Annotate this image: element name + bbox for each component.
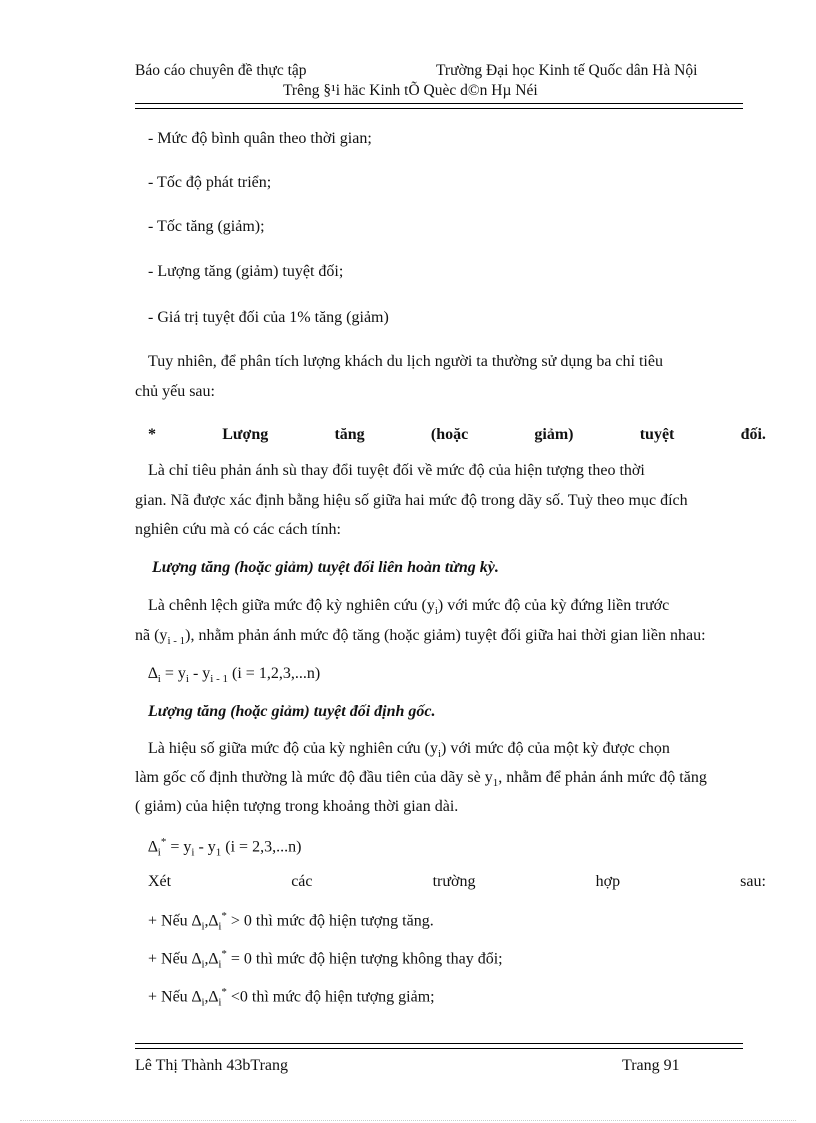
text-run: - y bbox=[194, 838, 216, 856]
superscript: * bbox=[221, 910, 227, 922]
heading-word: đối. bbox=[740, 426, 766, 443]
header-left: Báo cáo chuyên đề thực tập bbox=[135, 62, 307, 79]
subscript: i bbox=[201, 996, 205, 1009]
para2-line1: Là chỉ tiêu phản ánh sù thay đổi tuyệt đối về mức độ của hiện tượng theo thời bbox=[148, 462, 645, 479]
case-decrease bbox=[148, 986, 435, 1009]
para4-line3: ( giảm) của hiện tượng trong khoảng thời gian dài. bbox=[135, 798, 459, 815]
formula-chain bbox=[148, 665, 320, 685]
para4-line1 bbox=[148, 740, 670, 760]
superscript: * bbox=[160, 836, 167, 848]
subscript: i bbox=[201, 920, 205, 933]
case-increase bbox=[148, 910, 434, 933]
superscript: * bbox=[221, 948, 227, 960]
subscript: i bbox=[157, 846, 161, 859]
heading-word: tuyệt bbox=[639, 426, 675, 443]
subscript: i bbox=[185, 673, 189, 686]
text-run: - y bbox=[188, 665, 211, 682]
intro-word: hợp bbox=[595, 873, 621, 890]
text-run: ), nhằm phản ánh mức độ tăng (hoặc giảm) tuyệt đối giữa hai thời gian liền nhau: bbox=[185, 627, 706, 644]
text-run: ,∆ bbox=[204, 912, 219, 930]
para2-line3: nghiên cứu mà có các cách tính: bbox=[135, 521, 341, 538]
text-run: ,∆ bbox=[204, 950, 219, 968]
subscript: i bbox=[191, 846, 195, 859]
intro-word: Xét bbox=[148, 873, 172, 890]
subscript: i bbox=[434, 605, 438, 618]
superscript: * bbox=[221, 986, 227, 998]
text-run: <0 thì mức độ hiện tượng giảm; bbox=[226, 988, 435, 1006]
subscript: i bbox=[437, 748, 441, 761]
bullet-4: - Lượng tăng (giảm) tuyệt đối; bbox=[148, 263, 344, 280]
subscript: 1 bbox=[492, 777, 499, 790]
header-right: Trường Đại học Kinh tế Quốc dân Hà Nội bbox=[436, 62, 698, 79]
text-run: > 0 thì mức độ hiện tượng tăng. bbox=[226, 912, 434, 930]
subscript: 1 bbox=[215, 846, 222, 859]
para3-line2 bbox=[135, 627, 706, 647]
text-run: làm gốc cố định thường là mức độ đầu tiên của dãy sè y bbox=[135, 769, 493, 786]
para1-line1: Tuy nhiên, để phân tích lượng khách du lịch người ta thường sử dụng ba chỉ tiêu bbox=[148, 353, 663, 370]
page-bottom-dotted-edge bbox=[20, 1120, 796, 1121]
text-run: ,∆ bbox=[204, 988, 219, 1006]
heading-absolute-change bbox=[148, 426, 766, 444]
subheading-chain: Lượng tăng (hoặc giảm) tuyệt đối liên hoàn từng kỳ. bbox=[152, 559, 499, 576]
heading-word: * bbox=[148, 426, 156, 443]
text-run: + Nếu ∆ bbox=[148, 950, 202, 968]
footer-author: Lê Thị Thành 43bTrang bbox=[135, 1057, 289, 1074]
heading-word: tăng bbox=[334, 426, 365, 443]
para4-line2 bbox=[135, 769, 707, 789]
subheading-fixed-base: Lượng tăng (hoặc giảm) tuyệt đối định gốc. bbox=[148, 703, 436, 720]
bullet-3: - Tốc tăng (giảm); bbox=[148, 218, 265, 235]
case-unchanged bbox=[148, 948, 503, 971]
text-run: ) với mức độ của kỳ đứng liền trước bbox=[437, 597, 670, 614]
formula-fixed-base bbox=[148, 836, 301, 859]
cases-intro bbox=[148, 873, 766, 891]
bullet-1: - Mức độ bình quân theo thời gian; bbox=[148, 130, 372, 147]
heading-word: giảm) bbox=[534, 426, 574, 443]
subscript: i - 1 bbox=[210, 673, 229, 686]
footer-page-number: Trang 91 bbox=[622, 1057, 680, 1074]
intro-word: trường bbox=[432, 873, 476, 890]
text-run: ) với mức độ của một kỳ được chọn bbox=[441, 740, 670, 757]
delta-symbol: ∆ bbox=[148, 838, 158, 856]
header-rule bbox=[135, 103, 743, 109]
text-run: + Nếu ∆ bbox=[148, 988, 202, 1006]
text-run: nã (y bbox=[135, 627, 168, 644]
subscript: i bbox=[218, 920, 222, 933]
intro-word: sau: bbox=[740, 873, 766, 890]
subscript: i bbox=[218, 958, 222, 971]
footer-rule bbox=[135, 1043, 743, 1049]
delta-symbol: ∆ bbox=[148, 665, 158, 682]
subscript: i bbox=[157, 673, 161, 686]
subscript: i bbox=[201, 958, 205, 971]
header-sub: Trêng §¹i häc Kinh tÕ Quèc d©n Hµ Néi bbox=[283, 82, 538, 99]
para2-line2: gian. Nã được xác định bằng hiệu số giữa hai mức độ trong dãy số. Tuỳ theo mục đích bbox=[135, 492, 688, 509]
para1-line2: chủ yếu sau: bbox=[135, 383, 215, 400]
heading-word: (hoặc bbox=[430, 426, 469, 443]
para3-line1 bbox=[148, 597, 669, 617]
heading-word: Lượng bbox=[222, 426, 269, 443]
subscript: i bbox=[218, 996, 222, 1009]
text-run: = y bbox=[166, 838, 192, 856]
text-run: (i = 2,3,...n) bbox=[221, 838, 302, 856]
bullet-5: - Giá trị tuyệt đối của 1% tăng (giảm) bbox=[148, 309, 389, 326]
text-run: Là chênh lệch giữa mức độ kỳ nghiên cứu (y bbox=[148, 597, 435, 614]
bullet-2: - Tốc độ phát triển; bbox=[148, 174, 272, 191]
text-run: = y bbox=[160, 665, 186, 682]
intro-word: các bbox=[291, 873, 313, 890]
text-run: , nhằm để phản ánh mức độ tăng bbox=[498, 769, 707, 786]
subscript: i - 1 bbox=[167, 635, 186, 648]
text-run: + Nếu ∆ bbox=[148, 912, 202, 930]
text-run: Là hiệu số giữa mức độ của kỳ nghiên cứu (y bbox=[148, 740, 438, 757]
text-run: (i = 1,2,3,...n) bbox=[228, 665, 321, 682]
text-run: = 0 thì mức độ hiện tượng không thay đổi; bbox=[226, 950, 503, 968]
